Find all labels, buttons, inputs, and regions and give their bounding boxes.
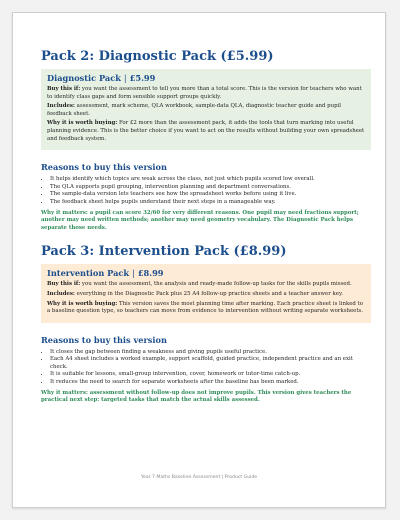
buy-this-if: Buy this if: you want the assessment to tell you more than a total score. This is the version for teachers who want to identify class gaps and form sensible support groups quickly.: [47, 86, 362, 100]
list-item: • The sample-data version lets teachers see how the spreadsheet works before using it live.: [50, 191, 371, 199]
pack-2-section: [41, 49, 371, 232]
pack-3-reasons-list: [41, 349, 371, 387]
page-footer: Year 7 Maths Baseline Assessment | Product Guide: [140, 475, 258, 480]
includes: Includes: assessment, mark scheme, QLA workbook, sample-data QLA, diagnostic teacher guide and pupil feedback sheet.: [47, 103, 341, 117]
box-name: Intervention Pack: [47, 268, 130, 279]
list-item: • The QLA supports pupil grouping, intervention planning and department conversations.: [50, 184, 371, 192]
intervention-pack-box-title: [47, 268, 365, 279]
pack-2-reasons-list: [41, 176, 371, 206]
pack-3-section: [41, 244, 371, 405]
diagnostic-pack-box: [41, 69, 371, 150]
document-page: [12, 12, 386, 508]
pack-2-reasons-heading: Reasons to buy this version: [41, 162, 167, 173]
pack-2-why-it-matters: Why it matters: a pupil can score 32/60 for very different reasons. One pupil may need fractions support; another may need written methods; another may need geometry vocabulary. The Diagnostic Pack helps separate those needs.: [41, 209, 359, 231]
title-separator: |: [132, 268, 135, 279]
list-item: • It closes the gap between finding a weakness and giving pupils useful practice.: [50, 349, 371, 357]
includes: Includes: everything in the Diagnostic Pack plus 25 A4 follow-up practice sheets and a teacher answer key.: [47, 290, 343, 297]
pack-2-heading: Pack 2: Diagnostic Pack (£5.99): [41, 49, 274, 64]
list-item: • It reduces the need to search for separate worksheets after the baseline has been marked.: [50, 379, 371, 387]
buy-this-if: Buy this if: you want the assessment, the analysis and ready-made follow-up tasks for the skills pupils missed.: [47, 281, 352, 288]
pack-3-why-it-matters: Why it matters: assessment without follow-up does not improve pupils. This version gives teachers the practical next step: targeted tasks that match the actual skills assessed.: [41, 389, 352, 404]
list-item: • It helps identify which topics are weak across the class, not just which pupils scored low overall.: [50, 176, 371, 184]
pack-3-reasons-heading: Reasons to buy this version: [41, 334, 167, 345]
worth-buying: Why it is worth buying: This version saves the most planning time after marking. Each practice sheet is linked to a baseline question type, so teachers can move from evidence to intervention without writing separate worksheets.: [47, 300, 364, 315]
page-content: [41, 49, 371, 405]
box-price: £5.99: [129, 73, 156, 83]
diagnostic-pack-box-title: [47, 73, 365, 84]
box-name: Diagnostic Pack: [47, 73, 121, 83]
list-item: • The feedback sheet helps pupils understand their next steps in a manageable way.: [50, 199, 371, 207]
title-separator: |: [123, 73, 127, 83]
intervention-pack-box: [41, 264, 371, 322]
box-price: £8.99: [137, 268, 164, 279]
worth-buying: Why it is worth buying: For £2 more than the assessment pack, it adds the tools that turn marking into useful planning evidence. This is the better choice if you want to act on the results without building your own spreadsheet and feedback system.: [47, 120, 365, 142]
list-item: • It is suitable for lessons, small-group intervention, cover, homework or tutor-time catch-up.: [50, 371, 371, 379]
pack-3-heading: Pack 3: Intervention Pack (£8.99): [41, 244, 287, 260]
list-item: • Each A4 sheet includes a worked example, support scaffold, guided practice, independent practice and an exit check.: [50, 356, 371, 371]
